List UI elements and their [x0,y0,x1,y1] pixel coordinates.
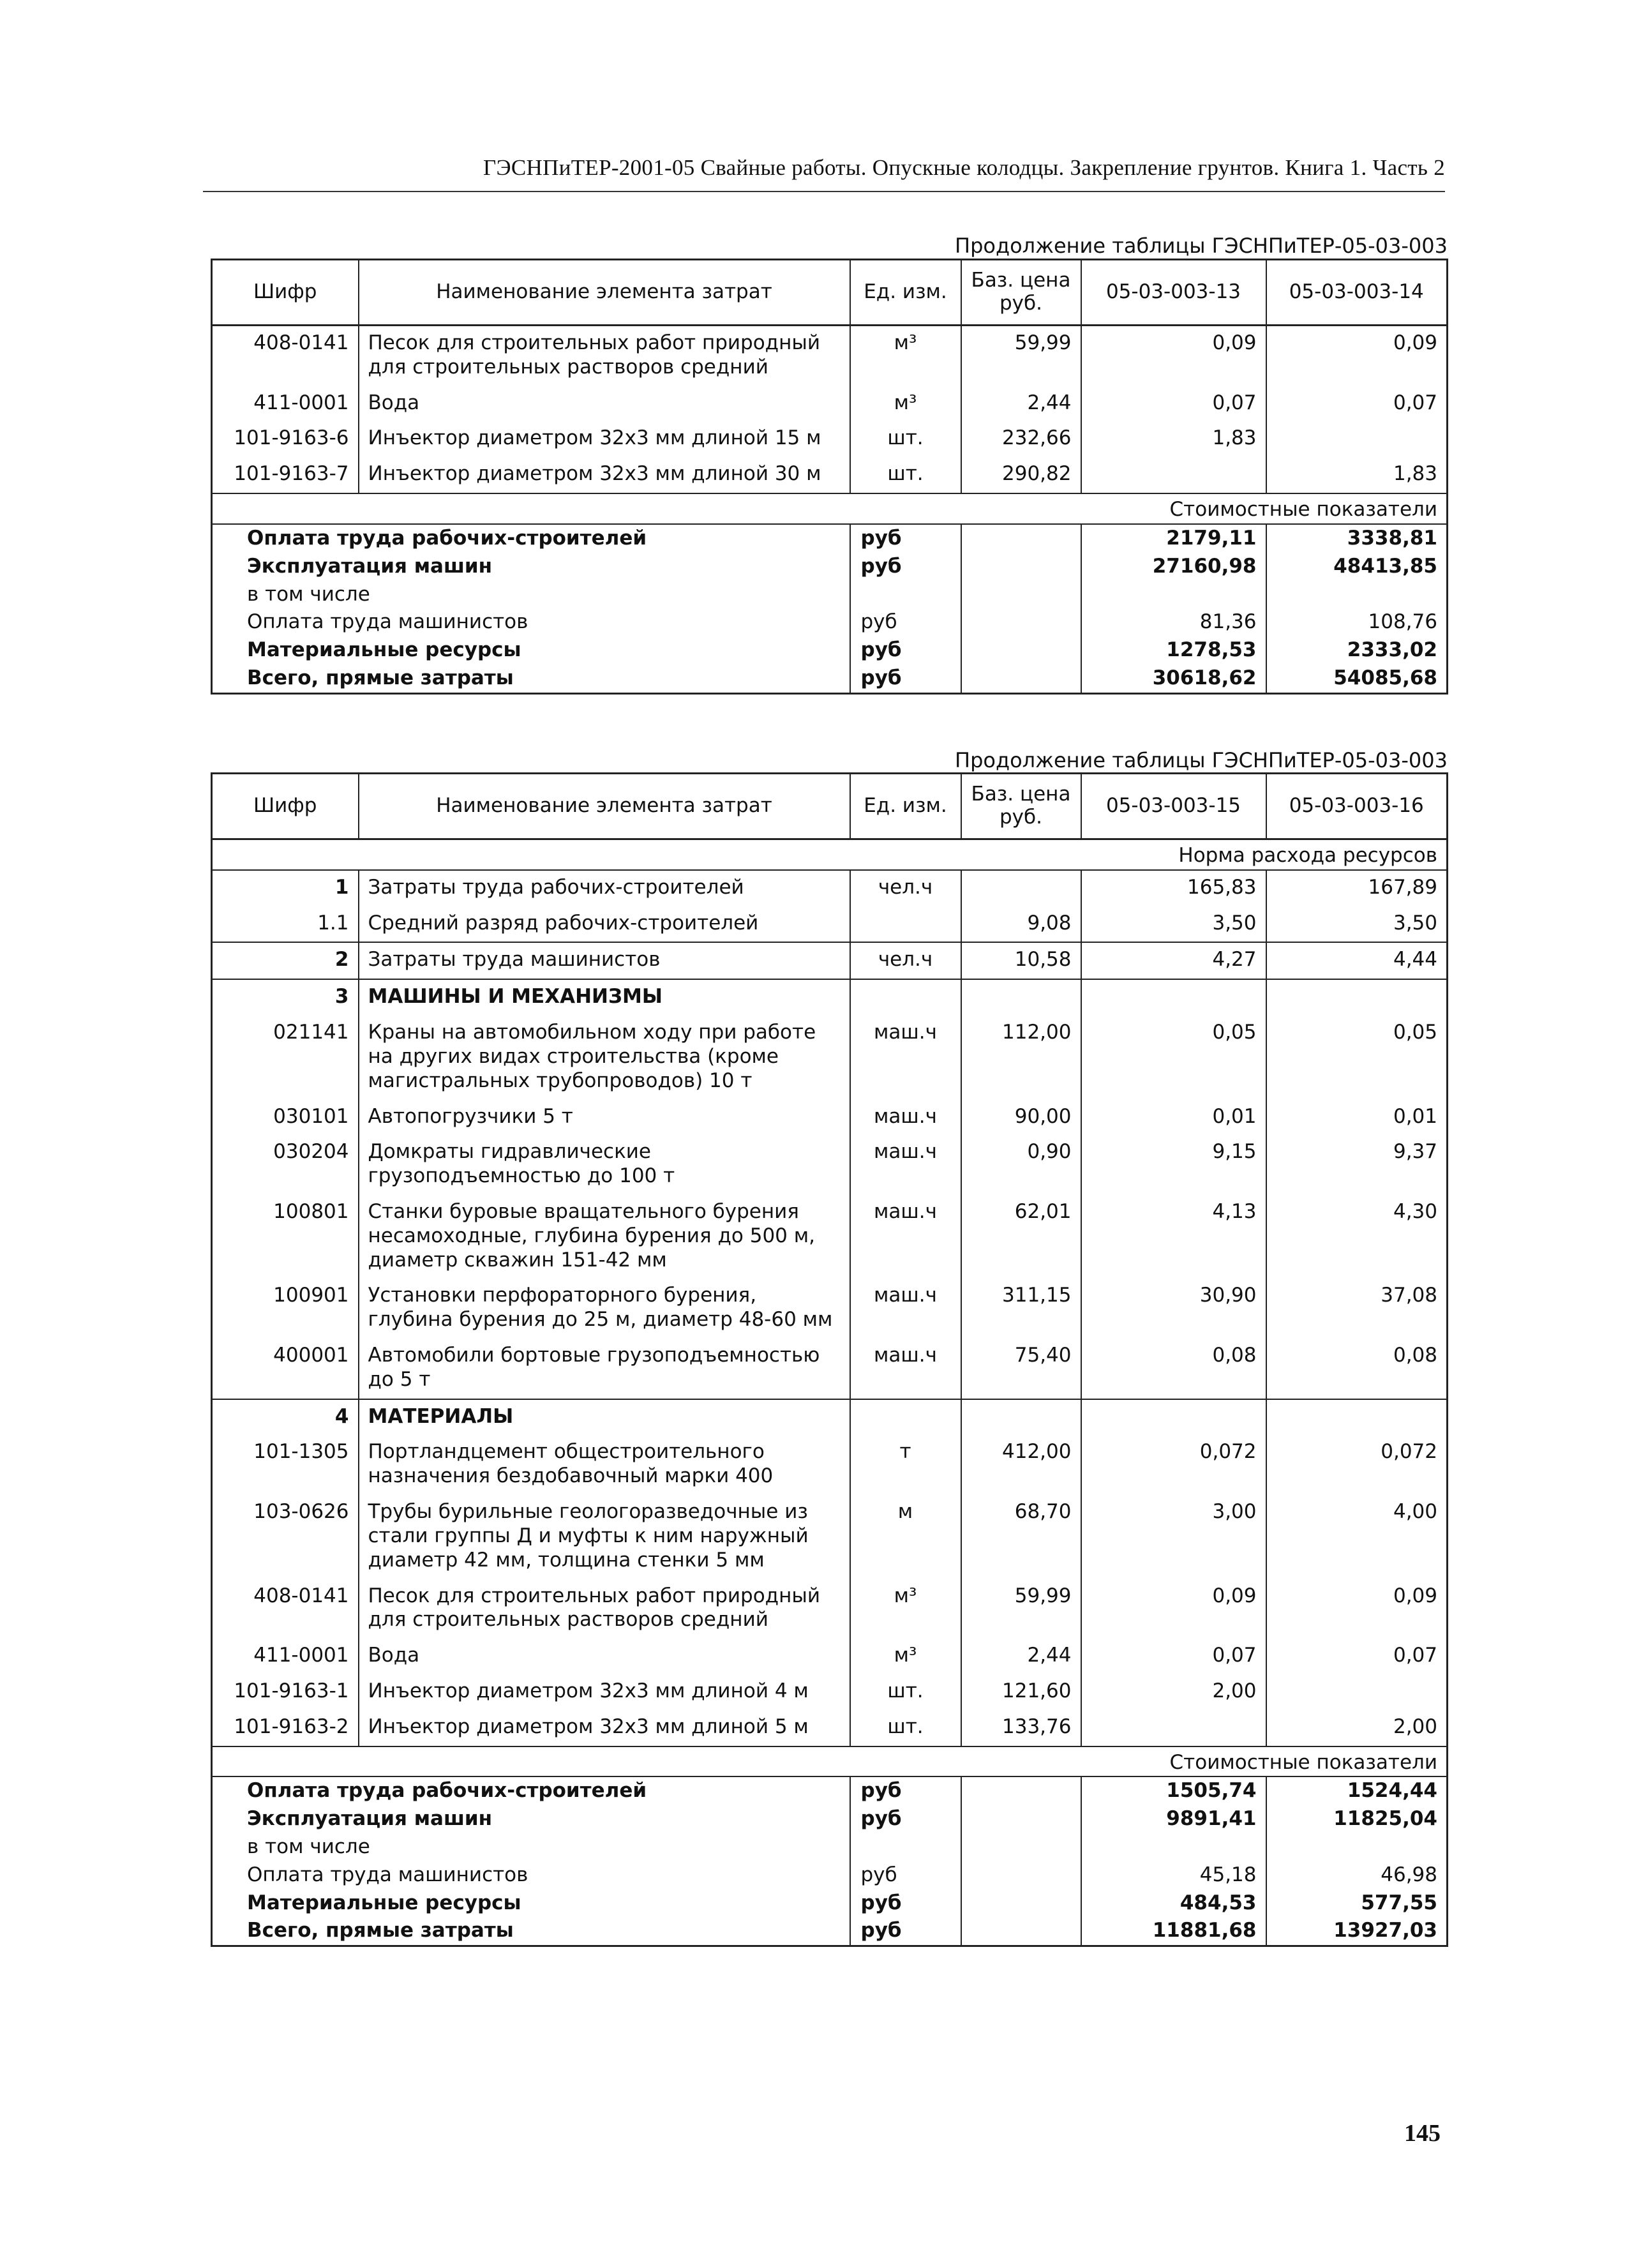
cell-unit: шт. [850,1674,961,1710]
summary-unit: руб [850,1776,961,1805]
table2-header-row [212,774,1448,839]
cell-price: 133,76 [961,1710,1081,1746]
summary-row [212,1805,1448,1833]
cell-b [1266,1674,1448,1710]
summary-b: 46,98 [1381,1863,1437,1886]
cell-a: 30,90 [1081,1279,1266,1339]
cell-price: 112,00 [961,1016,1081,1099]
cell-a: 9,15 [1081,1135,1266,1195]
table-row [212,386,1448,422]
table-row [212,326,1448,386]
cell-code: 103-0626 [212,1495,359,1579]
summary-name: в том числе [212,581,850,609]
cell-unit: маш.ч [850,1135,961,1195]
summary-row [212,1861,1448,1889]
cell-price [961,870,1081,906]
summary-row [212,665,1448,693]
cell-b: 2,00 [1393,1715,1437,1738]
summary-b [1266,1833,1448,1861]
cell-a: 0,09 [1081,1579,1266,1639]
cell-b [1266,1399,1448,1436]
cell-unit: маш.ч [850,1339,961,1399]
cell-b: 37,08 [1381,1284,1437,1307]
cell-b: 167,89 [1368,875,1437,899]
cell-a [1081,1710,1266,1746]
cell-a: 2,00 [1081,1674,1266,1710]
cell-b: 0,07 [1393,1644,1437,1667]
summary-row [212,1917,1448,1946]
summary-unit: руб [850,636,961,665]
cell-name: Песок для строительных работ природный для строительных растворов средний [359,326,850,386]
cell-code: 2 [212,942,359,979]
table-row [212,1135,1448,1195]
cell-name: Портландцемент общестроительного назначения бездобавочный марки 400 [359,1435,850,1495]
summary-a: 484,53 [1081,1889,1266,1918]
cell-unit: чел.ч [850,870,961,906]
cell-code: 3 [212,979,359,1016]
cell-name: Затраты труда рабочих-строителей [359,870,850,906]
cell-code: 411-0001 [212,386,359,422]
section-row-materials [212,1399,1448,1436]
cell-name: Автомобили бортовые грузоподъемностью до 5 т [359,1339,850,1399]
cell-b: 0,07 [1393,391,1437,414]
cell-name: Автопогрузчики 5 т [359,1100,850,1136]
cell-unit [850,906,961,943]
cell-price: 10,58 [961,942,1081,979]
summary-base [961,1917,1081,1946]
cell-price: 59,99 [961,1579,1081,1639]
summary-a: 27160,98 [1081,553,1266,581]
summary-row [212,636,1448,665]
cell-code: 408-0141 [212,1579,359,1639]
table-row [212,1435,1448,1495]
table-row [212,1495,1448,1579]
cell-code: 101-1305 [212,1435,359,1495]
cell-code: 411-0001 [212,1639,359,1674]
summary-a: 1505,74 [1081,1776,1266,1805]
cell-b [1266,421,1448,457]
summary-unit: руб [850,553,961,581]
cell-price [961,979,1081,1016]
summary-name: Эксплуатация машин [212,1805,850,1833]
summary-a: 30618,62 [1081,665,1266,693]
col-header-unit: Ед. изм. [850,260,961,326]
table2-caption: Продолжение таблицы ГЭСНПиТЕР-05-03-003 [955,748,1448,772]
col-header-base-price: Баз. цена руб. [961,774,1081,839]
cell-code: 030101 [212,1100,359,1136]
cell-price: 0,90 [961,1135,1081,1195]
cell-name: Инъектор диаметром 32х3 мм длиной 4 м [359,1674,850,1710]
summary-row [212,581,1448,609]
summary-a [1081,1833,1266,1861]
cell-price: 75,40 [961,1339,1081,1399]
table-row [212,1100,1448,1136]
cell-code: 100801 [212,1195,359,1279]
cell-unit: м³ [850,1639,961,1674]
cell-a: 0,072 [1081,1435,1266,1495]
summary-name: в том числе [212,1833,850,1861]
cell-a: 3,50 [1081,906,1266,943]
table1-header-row [212,260,1448,326]
summary-unit: руб [850,1889,961,1918]
cell-name: Инъектор диаметром 32х3 мм длиной 5 м [359,1710,850,1746]
cell-unit: шт. [850,421,961,457]
table-row [212,1195,1448,1279]
cell-a: 1,83 [1081,421,1266,457]
cell-name: МАТЕРИАЛЫ [359,1399,850,1436]
summary-name: Оплата труда рабочих-строителей [212,524,850,553]
summary-a: 45,18 [1081,1861,1266,1889]
cell-b: 0,09 [1393,331,1437,354]
cell-b: 4,00 [1393,1500,1437,1524]
summary-name: Материальные ресурсы [212,636,850,665]
cell-a: 0,08 [1081,1339,1266,1399]
summary-unit: руб [850,665,961,693]
cell-unit: маш.ч [850,1100,961,1136]
cell-name: Вода [359,1639,850,1674]
cell-code: 408-0141 [212,326,359,386]
table1-caption: Продолжение таблицы ГЭСНПиТЕР-05-03-003 [955,234,1448,258]
summary-name: Оплата труда рабочих-строителей [212,1776,850,1805]
cell-price: 62,01 [961,1195,1081,1279]
cell-unit: шт. [850,457,961,493]
cell-b: 0,01 [1393,1104,1437,1128]
cell-price: 90,00 [961,1100,1081,1136]
cell-price: 9,08 [961,906,1081,943]
cell-b: 0,072 [1381,1440,1437,1464]
cell-unit: шт. [850,1710,961,1746]
col-header-unit: Ед. изм. [850,774,961,839]
cell-name: Трубы бурильные геологоразведочные из стали группы Д и муфты к ним наружный диаметр 42 мм, толщина стенки 5 мм [359,1495,850,1579]
summary-name: Всего, прямые затраты [212,1917,850,1946]
cell-code: 1.1 [212,906,359,943]
cell-name: МАШИНЫ И МЕХАНИЗМЫ [359,979,850,1016]
summary-base [961,1776,1081,1805]
cell-a [1081,1399,1266,1436]
summary-name: Всего, прямые затраты [212,665,850,693]
summary-a: 1278,53 [1081,636,1266,665]
table2 [211,772,1448,1947]
cell-code: 1 [212,870,359,906]
cell-code: 101-9163-7 [212,457,359,493]
summary-name: Оплата труда машинистов [212,1861,850,1889]
summary-unit: руб [850,524,961,553]
table-row [212,1279,1448,1339]
summary-name: Эксплуатация машин [212,553,850,581]
page-number: 145 [1404,2120,1441,2147]
summary-name: Оплата труда машинистов [212,608,850,636]
cell-name: Затраты труда машинистов [359,942,850,979]
cell-name: Инъектор диаметром 32х3 мм длиной 30 м [359,457,850,493]
summary-b: 108,76 [1368,610,1437,634]
cell-price: 2,44 [961,1639,1081,1674]
summary-row [212,1833,1448,1861]
table-row [212,942,1448,979]
cell-price: 2,44 [961,386,1081,422]
cell-code: 100901 [212,1279,359,1339]
col-header-code: Шифр [212,260,359,326]
col-header-b: 05-03-003-14 [1266,260,1448,326]
summary-a: 9891,41 [1081,1805,1266,1833]
cell-code: 030204 [212,1135,359,1195]
summary-name: Материальные ресурсы [212,1889,850,1918]
cell-b: 0,09 [1393,1584,1437,1607]
cell-price: 311,15 [961,1279,1081,1339]
cell-price: 121,60 [961,1674,1081,1710]
cell-price: 59,99 [961,326,1081,386]
summary-row [212,1889,1448,1918]
summary-base [961,1833,1081,1861]
cell-a: 165,83 [1081,870,1266,906]
summary-unit [850,581,961,609]
cell-unit: маш.ч [850,1016,961,1099]
cell-a [1081,457,1266,493]
summary-base [961,524,1081,553]
cell-a: 4,27 [1081,942,1266,979]
norm-band-row [212,839,1448,870]
summary-b: 577,55 [1361,1891,1437,1914]
summary-unit: руб [850,1805,961,1833]
cell-code: 101-9163-1 [212,1674,359,1710]
cell-price: 412,00 [961,1435,1081,1495]
summary-b: 2333,02 [1347,638,1437,662]
cell-unit: маш.ч [850,1195,961,1279]
table-row [212,1674,1448,1710]
cell-unit: м³ [850,326,961,386]
summary-unit: руб [850,1861,961,1889]
table-row [212,1016,1448,1099]
col-header-base-price: Баз. цена руб. [961,260,1081,326]
summary-b: 48413,85 [1333,554,1437,578]
cell-price: 290,82 [961,457,1081,493]
cell-a: 0,09 [1081,326,1266,386]
cell-a: 0,07 [1081,1639,1266,1674]
cell-unit: маш.ч [850,1279,961,1339]
col-header-code: Шифр [212,774,359,839]
table1 [211,259,1448,695]
section-row-machines [212,979,1448,1016]
cell-a: 0,05 [1081,1016,1266,1099]
summary-unit: руб [850,1917,961,1946]
cell-b: 0,05 [1393,1021,1437,1044]
table-row [212,1710,1448,1746]
page-header-title: ГЭСНПиТЕР-2001-05 Свайные работы. Опускные колодцы. Закрепление грунтов. Книга 1. Часть 2 [483,155,1445,180]
cell-b: 0,08 [1393,1344,1437,1367]
table-row [212,1579,1448,1639]
summary-base [961,665,1081,693]
summary-base [961,1805,1081,1833]
page-header [203,155,1445,192]
summary-row [212,1776,1448,1805]
cell-a: 3,00 [1081,1495,1266,1579]
cost-band-row [212,1746,1448,1777]
cell-unit [850,1399,961,1436]
summary-b: 13927,03 [1266,1917,1448,1946]
col-header-b: 05-03-003-16 [1266,774,1448,839]
cell-name: Домкраты гидравлические грузоподъемностью до 100 т [359,1135,850,1195]
summary-base [961,608,1081,636]
summary-a [1081,581,1266,609]
summary-b: 54085,68 [1266,665,1448,693]
summary-base [961,553,1081,581]
summary-b [1266,581,1448,609]
table-row [212,1639,1448,1674]
cell-price: 68,70 [961,1495,1081,1579]
cell-name: Краны на автомобильном ходу при работе на других видах строительства (кроме магистральных трубопроводов) 10 т [359,1016,850,1099]
summary-base [961,1889,1081,1918]
cell-a: 0,01 [1081,1100,1266,1136]
cell-b: 9,37 [1393,1140,1437,1164]
summary-b: 1524,44 [1347,1779,1437,1803]
cell-b: 1,83 [1393,462,1437,486]
cell-b: 4,44 [1266,942,1448,979]
cell-code: 400001 [212,1339,359,1399]
cell-name: Установки перфораторного бурения, глубина бурения до 25 м, диаметр 48-60 мм [359,1279,850,1339]
cell-unit: чел.ч [850,942,961,979]
cell-name: Станки буровые вращательного бурения несамоходные, глубина бурения до 500 м, диаметр скважин 151-42 мм [359,1195,850,1279]
cell-name: Песок для строительных работ природный для строительных растворов средний [359,1579,850,1639]
table-row [212,906,1448,943]
summary-row [212,608,1448,636]
cell-b: 4,30 [1393,1199,1437,1223]
cell-b [1266,979,1448,1016]
cell-b: 3,50 [1393,911,1437,935]
cell-a: 0,07 [1081,386,1266,422]
summary-b: 3338,81 [1347,526,1437,550]
cell-name: Вода [359,386,850,422]
cell-price: 232,66 [961,421,1081,457]
table-row [212,870,1448,906]
summary-unit [850,1833,961,1861]
summary-a: 11881,68 [1081,1917,1266,1946]
summary-a: 2179,11 [1081,524,1266,553]
table-row [212,457,1448,493]
col-header-a: 05-03-003-15 [1081,774,1266,839]
cell-price [961,1399,1081,1436]
norm-band-label: Норма расхода ресурсов [212,839,1448,870]
cost-band-row [212,493,1448,524]
cell-code: 101-9163-2 [212,1710,359,1746]
summary-row [212,524,1448,553]
cell-unit: м³ [850,1579,961,1639]
col-header-name: Наименование элемента затрат [359,260,850,326]
cell-name: Средний разряд рабочих-строителей [359,906,850,943]
cell-a: 4,13 [1081,1195,1266,1279]
cell-a [1081,979,1266,1016]
summary-unit: руб [850,608,961,636]
cost-band-label: Стоимостные показатели [212,493,1448,524]
table-row [212,1339,1448,1399]
cell-code: 101-9163-6 [212,421,359,457]
cost-band-label: Стоимостные показатели [212,1746,1448,1777]
cell-unit: м [850,1495,961,1579]
col-header-name: Наименование элемента затрат [359,774,850,839]
summary-a: 81,36 [1081,608,1266,636]
cell-code: 4 [212,1399,359,1436]
summary-base [961,636,1081,665]
cell-name: Инъектор диаметром 32х3 мм длиной 15 м [359,421,850,457]
summary-base [961,581,1081,609]
cell-unit [850,979,961,1016]
table-row [212,421,1448,457]
summary-row [212,553,1448,581]
cell-unit: м³ [850,386,961,422]
cell-unit: т [850,1435,961,1495]
summary-base [961,1861,1081,1889]
col-header-a: 05-03-003-13 [1081,260,1266,326]
summary-b: 11825,04 [1333,1807,1437,1831]
cell-code: 021141 [212,1016,359,1099]
